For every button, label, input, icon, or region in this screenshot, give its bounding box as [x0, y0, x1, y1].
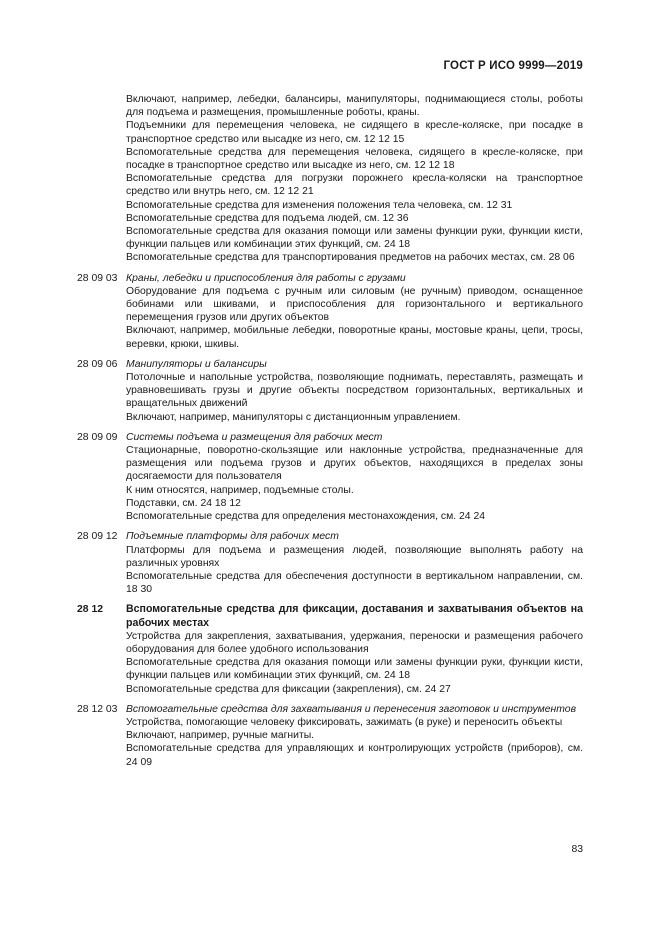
classification-entry — [0, 703, 661, 769]
entry-code: 28 09 12 — [77, 531, 118, 543]
entry-title: Вспомогательные средства для фиксации, доставания и захватывания объектов на рабочих местах — [126, 603, 583, 629]
entry-code: 28 09 09 — [77, 431, 118, 443]
paragraph: Вспомогательные средства для оказания помощи или замены функции руки, функции кисти, функции пальцев или комбинации этих функций, см. 24 18 — [126, 657, 583, 682]
paragraph: Включают, например, манипуляторы с дистанционным управлением. — [126, 411, 461, 423]
entry-code: 28 09 06 — [77, 358, 118, 370]
entry-code: 28 12 — [77, 604, 104, 616]
paragraph: Вспомогательные средства для фиксации (закрепления), см. 24 27 — [126, 683, 451, 695]
entry-title: Вспомогательные средства для захватывания и перенесения заготовок и инструментов — [126, 703, 577, 715]
classification-entry — [0, 272, 661, 351]
intro-block — [0, 93, 661, 265]
entry-code: 28 09 03 — [77, 272, 118, 284]
page-number: 83 — [571, 844, 583, 855]
document-header: ГОСТ Р ИСО 9999—2019 — [443, 60, 583, 72]
paragraph: Подъемники для перемещения человека, не сидящего в кресле-коляске, при посадке в транспортное средство или высадке из него, см. 12 12 15 — [126, 120, 583, 145]
paragraph: Вспомогательные средства для оказания помощи или замены функции руки, функции кисти, функции пальцев или комбинации этих функций, см. 24 18 — [126, 226, 583, 251]
paragraph: Вспомогательные средства для определения местонахождения, см. 24 24 — [126, 511, 486, 523]
paragraph: Включают, например, лебедки, балансиры, манипуляторы, поднимающиеся столы, роботы для подъема и размещения, промышленные роботы, краны. — [126, 94, 583, 119]
paragraph: Вспомогательные средства для управляющих и контролирующих устройств (приборов), см. 24 09 — [126, 743, 583, 768]
paragraph: Платформы для подъема и размещения людей, позволяющие выполнять работу на различных уровнях — [126, 544, 583, 569]
classification-entry — [0, 431, 661, 523]
paragraph: Стационарные, поворотно-скользящие или наклонные устройства, предназначенные для размещения или подъема грузов и других объектов, находящихся в пределах зоны досягаемости для пользователя — [126, 445, 583, 483]
paragraph: Устройства, помогающие человеку фиксировать, зажимать (в руке) и переносить объекты — [126, 716, 563, 728]
classification-entry — [0, 358, 661, 424]
classification-entry — [0, 530, 661, 596]
paragraph: Устройства для закрепления, захватывания, удержания, переноски и размещения рабочего оборудования для более удобного использования — [126, 630, 583, 655]
paragraph: Включают, например, мобильные лебедки, поворотные краны, мостовые краны, цепи, тросы, веревки, крюки, шкивы. — [126, 325, 583, 350]
paragraph: Оборудование для подъема с ручным или силовым (не ручным) приводом, оснащенное бобинами или шкивами, и приспособления для горизонтального и вертикального перемещения грузов или других объектов — [126, 285, 583, 324]
entry-title: Краны, лебедки и приспособления для работы с грузами — [126, 272, 406, 284]
paragraph: Включают, например, ручные магниты. — [126, 730, 315, 742]
entry-title: Подъемные платформы для рабочих мест — [126, 531, 339, 543]
paragraph: Вспомогательные средства для обеспечения доступности в вертикальном направлении, см. 18 30 — [126, 570, 583, 596]
paragraph: Вспомогательные средства для транспортирования предметов на рабочих местах, см. 28 06 — [126, 252, 575, 264]
paragraph: Вспомогательные средства для изменения положения тела человека, см. 12 31 — [126, 199, 513, 211]
paragraph: Подставки, см. 24 18 12 — [126, 497, 241, 509]
document-body — [0, 93, 661, 769]
paragraph: К ним относятся, например, подъемные столы. — [126, 484, 354, 496]
paragraph: Вспомогательные средства для перемещения человека, сидящего в кресле-коляске, при посадке в транспортное средство или высадке из него, см. 12 12 18 — [126, 146, 583, 172]
classification-entry — [0, 603, 661, 695]
entry-title: Системы подъема и размещения для рабочих мест — [126, 431, 383, 443]
paragraph: Вспомогательные средства для подъема людей, см. 12 36 — [126, 212, 409, 224]
paragraph: Потолочные и напольные устройства, позволяющие поднимать, переставлять, размещать и уравновешивать грузы и другие объекты посредством горизонтальных, вертикальных и вращательных движений — [126, 372, 583, 410]
entry-code: 28 12 03 — [77, 703, 118, 715]
entry-title: Манипуляторы и балансиры — [126, 358, 267, 370]
paragraph: Вспомогательные средства для погрузки порожнего кресла-коляски на транспортное средство или внутрь него, см. 12 12 21 — [126, 173, 583, 198]
